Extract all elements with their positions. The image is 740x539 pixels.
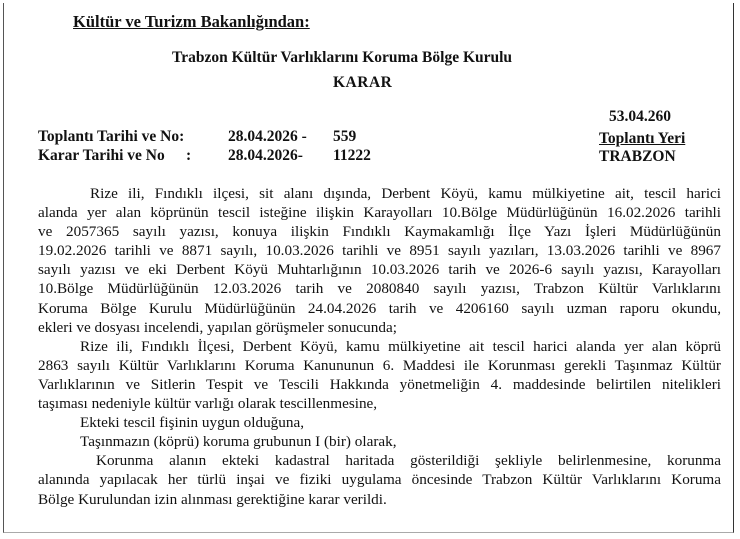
meeting-number: 559 xyxy=(333,128,357,145)
board-title: Trabzon Kültür Varlıklarını Koruma Bölge Kurulu xyxy=(172,49,513,66)
document-type: KARAR xyxy=(333,74,393,91)
paragraph-line: 19.02.2026 tarihli ve 8871 sayılı, 10.03.2026 tarihli ve 8951 sayılı yazıları, 13.03.2026 tarihli ve 8967 xyxy=(38,242,721,260)
paragraph-3 xyxy=(38,413,721,432)
decision-date-separator: : xyxy=(186,147,192,164)
paragraph-line: Ekteki tescil fişinin uygun olduğuna, xyxy=(80,414,304,432)
meeting-place-label: Toplantı Yeri xyxy=(599,130,686,147)
paragraph-5 xyxy=(38,451,721,508)
decision-body xyxy=(38,184,721,509)
meeting-date-label: Toplantı Tarihi ve No: xyxy=(38,128,185,145)
paragraph-1 xyxy=(38,184,721,337)
paragraph-line: Rize ili, Fındıklı ilçesi, sit alanı dışında, Derbent Köyü, kamu mülkiyetine ait, tescil harici xyxy=(90,185,721,202)
paragraph-line: Koruma Bölge Kurulu Müdürlüğünün 24.04.2026 tarih ve 4206160 sayılı uzman raporu okundu, xyxy=(38,299,721,317)
meeting-place: TRABZON xyxy=(599,148,676,165)
paragraph-line: Korunma alanın ekteki kadastral haritada gösterildiği şekliyle belirlenmesine, korunma xyxy=(96,452,721,470)
paragraph-4 xyxy=(38,432,721,451)
paragraph-line: Varlıklarının ve Sitlerin Tespit ve Tescili Hakkında yönetmeliğin 4. maddesinde belirtilen nitelikleri xyxy=(38,375,721,393)
file-code: 53.04.260 xyxy=(609,108,671,125)
paragraph-line: alanında yapılacak her türlü inşai ve fiziki uygulama öncesinde Trabzon Kültür Varlıklarını Koruma xyxy=(38,471,721,489)
paragraph-line: ve 2057365 sayılı yazısı, konuya ilişkin Fındıklı Kaymakamlığı İlçe Yazı İşleri Müdürlüğünün xyxy=(38,223,721,241)
paragraph-line: ekleri ve dosyası incelendi, yapılan görüşmeler sonucunda; xyxy=(38,318,397,336)
paragraph-line: sayılı yazısı ve eki Derbent Köyü Muhtarlığının 10.03.2026 tarih ve 2026-6 sayılı yazısı, Karayolları xyxy=(38,261,721,279)
paragraph-line: Bölge Kurulundan izin alınması gerektiğine karar verildi. xyxy=(38,490,387,508)
paragraph-line: 2863 sayılı Kültür Varlıklarını Koruma Kanununun 6. Maddesi ile Korunması gerekli Taşınmaz Kültür xyxy=(38,356,721,374)
paragraph-2 xyxy=(38,337,721,413)
meeting-date: 28.04.2026 - xyxy=(228,128,307,145)
paragraph-line: alanda yer alan köprünün tescil isteğine ilişkin Karayolları 10.Bölge Müdürlüğünün 16.02.2026 tarihli xyxy=(38,204,721,222)
paragraph-line: taşıması nedeniyle kültür varlığı olarak tescillenmesine, xyxy=(38,395,378,413)
paragraph-line: 10.Bölge Müdürlüğünün 12.03.2026 tarih ve 2080840 sayılı yazısı, Trabzon Kültür Varlıklarını xyxy=(38,280,721,298)
paragraph-line: Rize ili, Fındıklı İlçesi, Derbent Köyü, kamu mülkiyetine ait tescil harici alanda yer alan köprü xyxy=(80,337,721,355)
decision-date-label: Karar Tarihi ve No xyxy=(38,147,165,164)
decision-date: 28.04.2026- xyxy=(228,147,303,164)
decision-number: 11222 xyxy=(333,147,371,164)
ministry-heading: Kültür ve Turizm Bakanlığından: xyxy=(73,12,310,31)
paragraph-line: Taşınmazın (köprü) koruma grubunun I (bir) olarak, xyxy=(80,433,397,451)
